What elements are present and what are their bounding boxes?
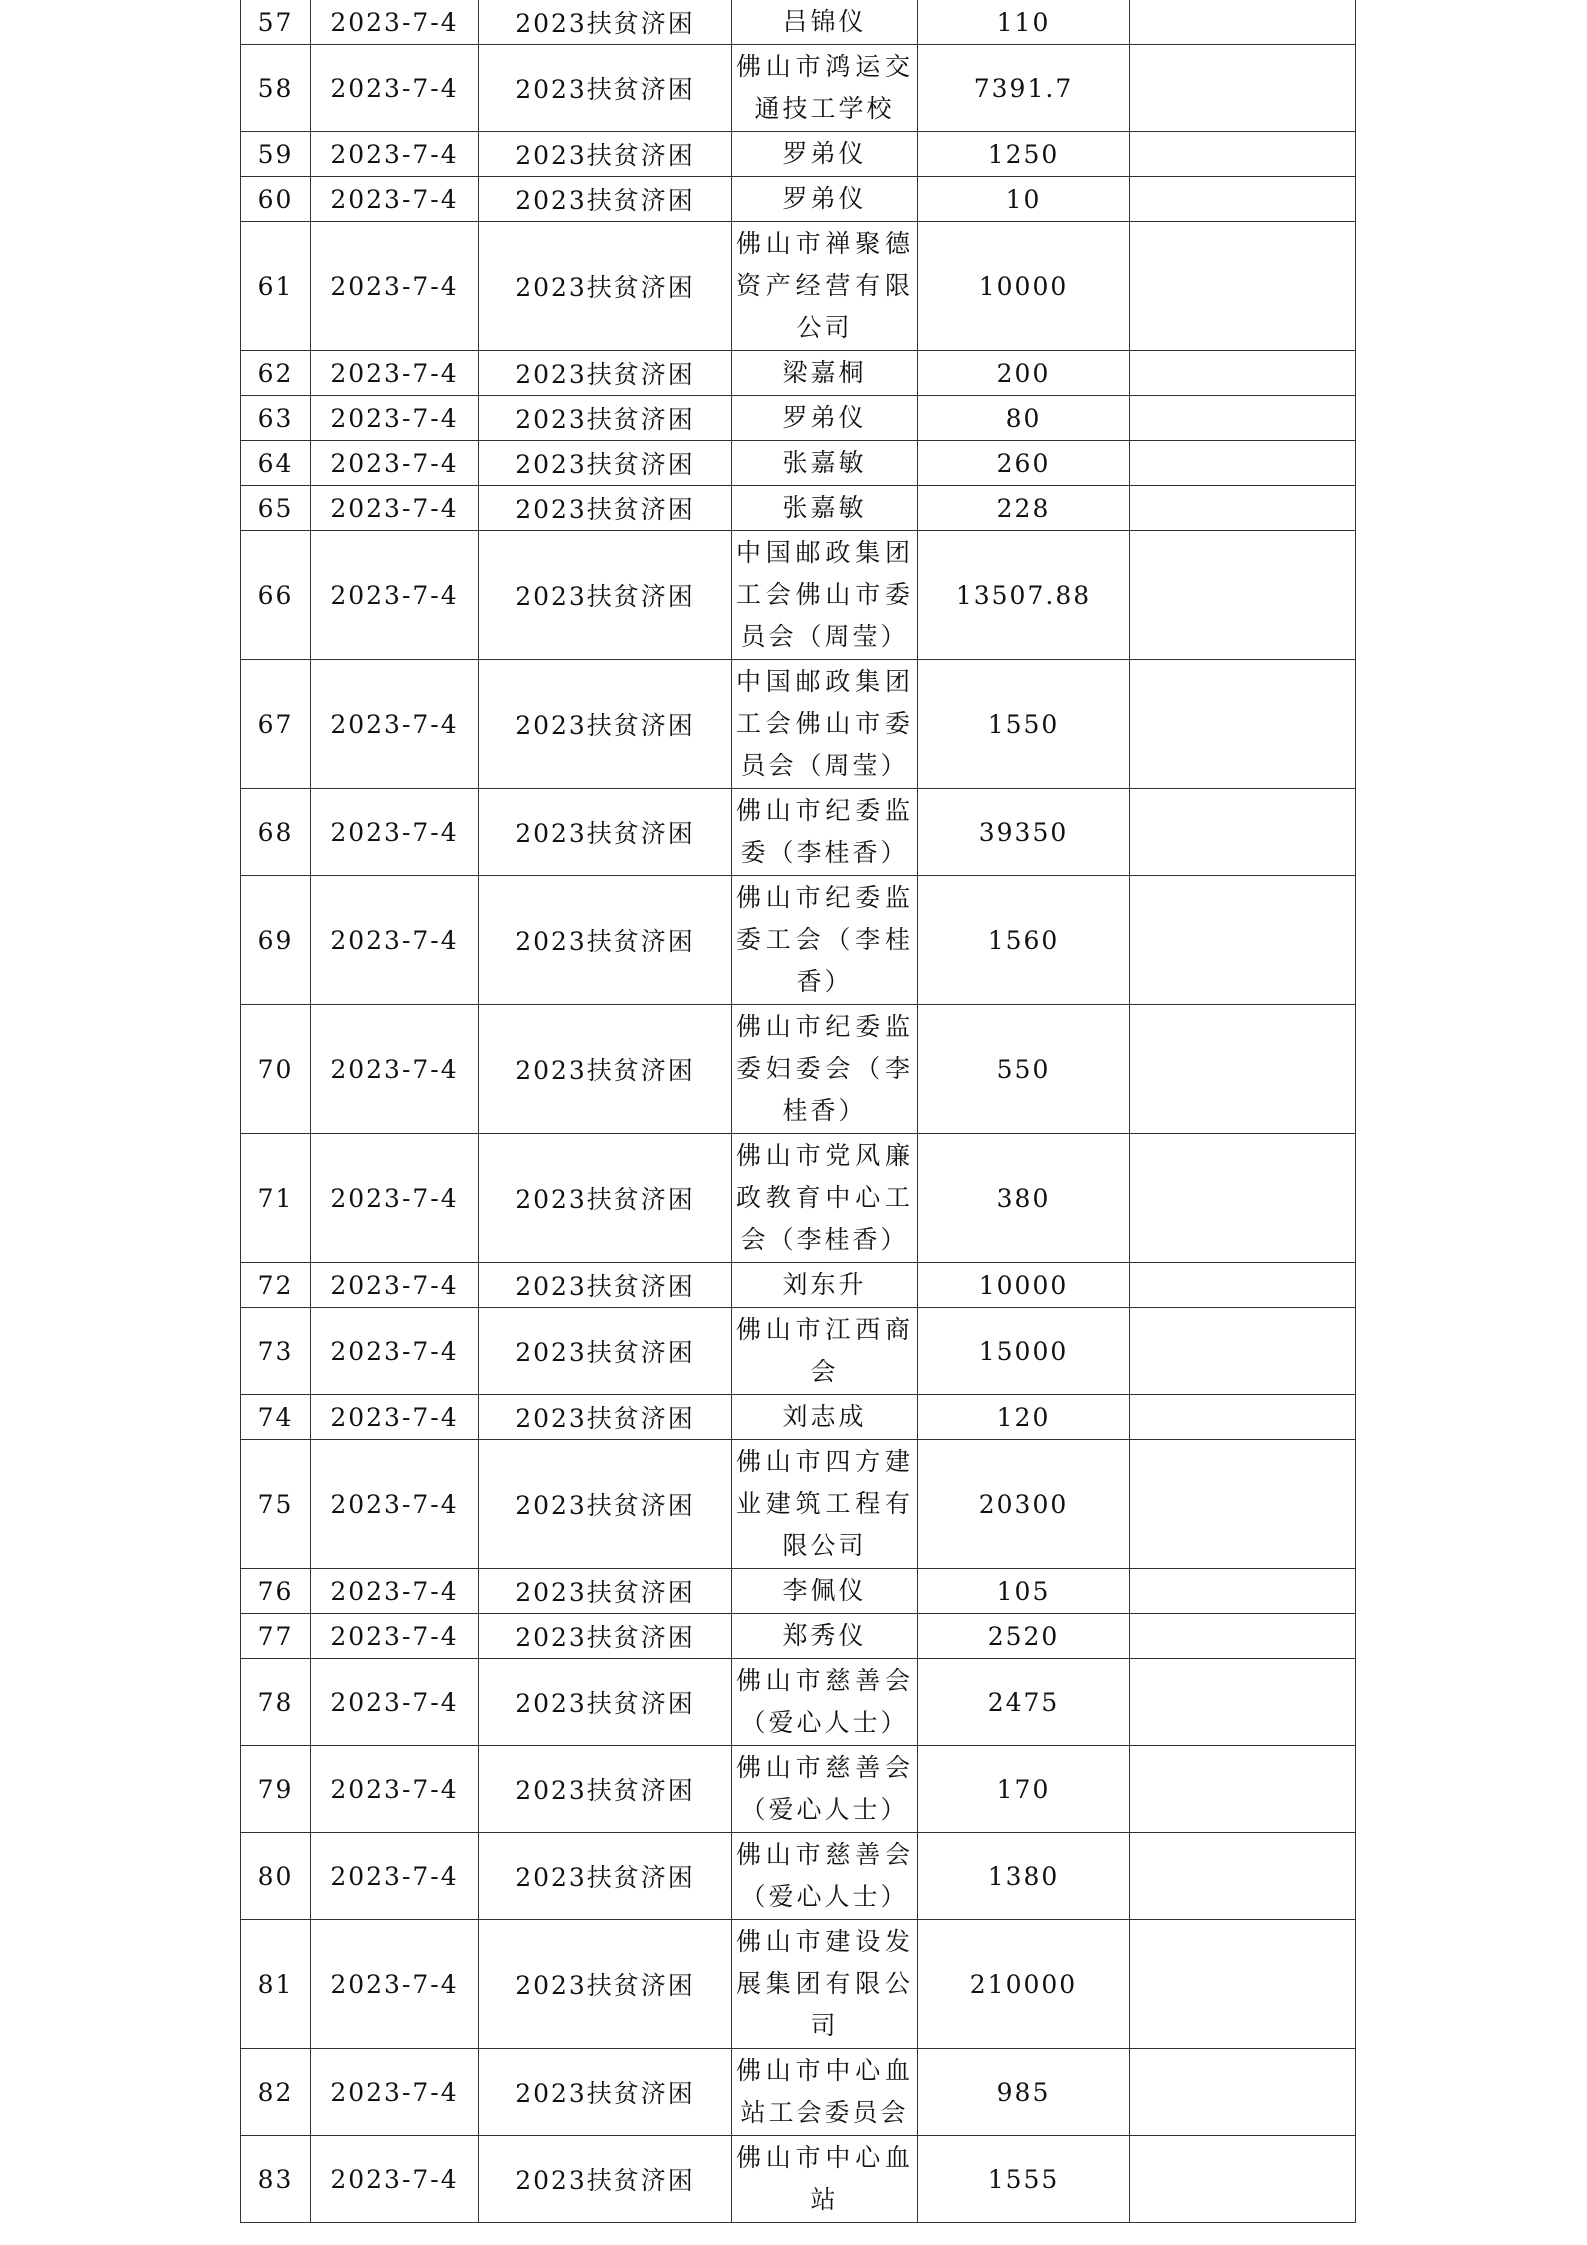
- date-cell: 2023-7-4: [311, 660, 479, 789]
- amount-cell: 550: [918, 1005, 1130, 1134]
- date-cell: 2023-7-4: [311, 789, 479, 876]
- amount-cell: 10: [918, 177, 1130, 222]
- table-row: [241, 660, 1356, 789]
- amount-cell: 1560: [918, 876, 1130, 1005]
- amount-cell: 985: [918, 2049, 1130, 2136]
- row-number-cell: 66: [241, 531, 311, 660]
- category-cell: 2023扶贫济困: [479, 132, 732, 177]
- amount-cell: 110: [918, 0, 1130, 45]
- donor-name-cell: 佛山市慈善会（爱心人士）: [732, 1659, 918, 1746]
- table-row: [241, 222, 1356, 351]
- date-cell: 2023-7-4: [311, 0, 479, 45]
- donor-name-cell: 郑秀仪: [732, 1614, 918, 1659]
- note-cell: [1130, 1005, 1356, 1134]
- donor-name-cell: 佛山市慈善会（爱心人士）: [732, 1833, 918, 1920]
- donor-name-cell: 佛山市中心血站: [732, 2136, 918, 2223]
- amount-cell: 39350: [918, 789, 1130, 876]
- amount-cell: 20300: [918, 1440, 1130, 1569]
- row-number-cell: 77: [241, 1614, 311, 1659]
- note-cell: [1130, 396, 1356, 441]
- category-cell: 2023扶贫济困: [479, 177, 732, 222]
- donor-name-cell: 佛山市四方建业建筑工程有限公司: [732, 1440, 918, 1569]
- note-cell: [1130, 1659, 1356, 1746]
- category-cell: 2023扶贫济困: [479, 441, 732, 486]
- donor-name-cell: 梁嘉桐: [732, 351, 918, 396]
- donor-name-cell: 张嘉敏: [732, 486, 918, 531]
- row-number-cell: 63: [241, 396, 311, 441]
- category-cell: 2023扶贫济困: [479, 789, 732, 876]
- note-cell: [1130, 789, 1356, 876]
- row-number-cell: 65: [241, 486, 311, 531]
- row-number-cell: 80: [241, 1833, 311, 1920]
- donor-name-cell: 罗弟仪: [732, 132, 918, 177]
- note-cell: [1130, 1134, 1356, 1263]
- table-row: [241, 876, 1356, 1005]
- donor-name-cell: 中国邮政集团工会佛山市委员会（周莹）: [732, 660, 918, 789]
- table-row: [241, 486, 1356, 531]
- table-row: [241, 1614, 1356, 1659]
- amount-cell: 2520: [918, 1614, 1130, 1659]
- date-cell: 2023-7-4: [311, 396, 479, 441]
- donor-name-cell: 佛山市中心血站工会委员会: [732, 2049, 918, 2136]
- row-number-cell: 78: [241, 1659, 311, 1746]
- row-number-cell: 70: [241, 1005, 311, 1134]
- donor-name-cell: 佛山市纪委监委（李桂香）: [732, 789, 918, 876]
- note-cell: [1130, 177, 1356, 222]
- date-cell: 2023-7-4: [311, 1308, 479, 1395]
- donor-name-cell: 刘东升: [732, 1263, 918, 1308]
- date-cell: 2023-7-4: [311, 1569, 479, 1614]
- category-cell: 2023扶贫济困: [479, 1134, 732, 1263]
- category-cell: 2023扶贫济困: [479, 1395, 732, 1440]
- amount-cell: 210000: [918, 1920, 1130, 2049]
- note-cell: [1130, 222, 1356, 351]
- date-cell: 2023-7-4: [311, 222, 479, 351]
- category-cell: 2023扶贫济困: [479, 531, 732, 660]
- table-row: [241, 1263, 1356, 1308]
- donor-name-cell: 佛山市鸿运交通技工学校: [732, 45, 918, 132]
- donor-name-cell: 佛山市纪委监委妇委会（李桂香）: [732, 1005, 918, 1134]
- table-row: [241, 45, 1356, 132]
- table-row: [241, 1440, 1356, 1569]
- note-cell: [1130, 531, 1356, 660]
- note-cell: [1130, 1614, 1356, 1659]
- table-row: [241, 1308, 1356, 1395]
- category-cell: 2023扶贫济困: [479, 876, 732, 1005]
- row-number-cell: 79: [241, 1746, 311, 1833]
- note-cell: [1130, 1746, 1356, 1833]
- category-cell: 2023扶贫济困: [479, 1569, 732, 1614]
- date-cell: 2023-7-4: [311, 2049, 479, 2136]
- donor-name-cell: 张嘉敏: [732, 441, 918, 486]
- category-cell: 2023扶贫济困: [479, 0, 732, 45]
- amount-cell: 1550: [918, 660, 1130, 789]
- category-cell: 2023扶贫济困: [479, 222, 732, 351]
- table-row: [241, 1005, 1356, 1134]
- date-cell: 2023-7-4: [311, 486, 479, 531]
- date-cell: 2023-7-4: [311, 1440, 479, 1569]
- note-cell: [1130, 660, 1356, 789]
- donor-name-cell: 吕锦仪: [732, 0, 918, 45]
- table-row: [241, 2136, 1356, 2223]
- amount-cell: 260: [918, 441, 1130, 486]
- row-number-cell: 64: [241, 441, 311, 486]
- table-row: [241, 0, 1356, 45]
- category-cell: 2023扶贫济困: [479, 1614, 732, 1659]
- note-cell: [1130, 1569, 1356, 1614]
- table-row: [241, 789, 1356, 876]
- table-row: [241, 2049, 1356, 2136]
- amount-cell: 2475: [918, 1659, 1130, 1746]
- row-number-cell: 74: [241, 1395, 311, 1440]
- amount-cell: 80: [918, 396, 1130, 441]
- note-cell: [1130, 2136, 1356, 2223]
- category-cell: 2023扶贫济困: [479, 1746, 732, 1833]
- row-number-cell: 62: [241, 351, 311, 396]
- note-cell: [1130, 351, 1356, 396]
- amount-cell: 1555: [918, 2136, 1130, 2223]
- note-cell: [1130, 486, 1356, 531]
- category-cell: 2023扶贫济困: [479, 1308, 732, 1395]
- category-cell: 2023扶贫济困: [479, 1659, 732, 1746]
- category-cell: 2023扶贫济困: [479, 1263, 732, 1308]
- date-cell: 2023-7-4: [311, 441, 479, 486]
- row-number-cell: 69: [241, 876, 311, 1005]
- date-cell: 2023-7-4: [311, 531, 479, 660]
- row-number-cell: 60: [241, 177, 311, 222]
- category-cell: 2023扶贫济困: [479, 1833, 732, 1920]
- category-cell: 2023扶贫济困: [479, 486, 732, 531]
- date-cell: 2023-7-4: [311, 2136, 479, 2223]
- category-cell: 2023扶贫济困: [479, 1005, 732, 1134]
- amount-cell: 170: [918, 1746, 1130, 1833]
- row-number-cell: 82: [241, 2049, 311, 2136]
- category-cell: 2023扶贫济困: [479, 45, 732, 132]
- amount-cell: 200: [918, 351, 1130, 396]
- row-number-cell: 81: [241, 1920, 311, 2049]
- category-cell: 2023扶贫济困: [479, 1920, 732, 2049]
- date-cell: 2023-7-4: [311, 177, 479, 222]
- date-cell: 2023-7-4: [311, 876, 479, 1005]
- category-cell: 2023扶贫济困: [479, 1440, 732, 1569]
- note-cell: [1130, 132, 1356, 177]
- row-number-cell: 76: [241, 1569, 311, 1614]
- row-number-cell: 61: [241, 222, 311, 351]
- category-cell: 2023扶贫济困: [479, 660, 732, 789]
- table-row: [241, 1746, 1356, 1833]
- table-row: [241, 177, 1356, 222]
- amount-cell: 7391.7: [918, 45, 1130, 132]
- note-cell: [1130, 1440, 1356, 1569]
- row-number-cell: 72: [241, 1263, 311, 1308]
- date-cell: 2023-7-4: [311, 1395, 479, 1440]
- note-cell: [1130, 0, 1356, 45]
- table-row: [241, 531, 1356, 660]
- table-row: [241, 1134, 1356, 1263]
- table-row: [241, 1569, 1356, 1614]
- donor-name-cell: 罗弟仪: [732, 177, 918, 222]
- donor-name-cell: 中国邮政集团工会佛山市委员会（周莹）: [732, 531, 918, 660]
- table-row: [241, 132, 1356, 177]
- amount-cell: 228: [918, 486, 1130, 531]
- date-cell: 2023-7-4: [311, 1833, 479, 1920]
- note-cell: [1130, 45, 1356, 132]
- donor-name-cell: 罗弟仪: [732, 396, 918, 441]
- amount-cell: 120: [918, 1395, 1130, 1440]
- amount-cell: 15000: [918, 1308, 1130, 1395]
- table-row: [241, 351, 1356, 396]
- table-row: [241, 396, 1356, 441]
- donor-name-cell: 佛山市禅聚德资产经营有限公司: [732, 222, 918, 351]
- row-number-cell: 68: [241, 789, 311, 876]
- donor-name-cell: 李佩仪: [732, 1569, 918, 1614]
- row-number-cell: 83: [241, 2136, 311, 2223]
- note-cell: [1130, 1263, 1356, 1308]
- table-row: [241, 1833, 1356, 1920]
- row-number-cell: 59: [241, 132, 311, 177]
- row-number-cell: 71: [241, 1134, 311, 1263]
- date-cell: 2023-7-4: [311, 1263, 479, 1308]
- table-row: [241, 441, 1356, 486]
- donation-table-body: [241, 0, 1356, 2223]
- donor-name-cell: 佛山市江西商会: [732, 1308, 918, 1395]
- amount-cell: 105: [918, 1569, 1130, 1614]
- row-number-cell: 75: [241, 1440, 311, 1569]
- row-number-cell: 73: [241, 1308, 311, 1395]
- date-cell: 2023-7-4: [311, 1614, 479, 1659]
- date-cell: 2023-7-4: [311, 351, 479, 396]
- amount-cell: 13507.88: [918, 531, 1130, 660]
- date-cell: 2023-7-4: [311, 1659, 479, 1746]
- donor-name-cell: 佛山市建设发展集团有限公司: [732, 1920, 918, 2049]
- category-cell: 2023扶贫济困: [479, 351, 732, 396]
- table-row: [241, 1920, 1356, 2049]
- note-cell: [1130, 1833, 1356, 1920]
- table-row: [241, 1659, 1356, 1746]
- amount-cell: 10000: [918, 1263, 1130, 1308]
- date-cell: 2023-7-4: [311, 45, 479, 132]
- note-cell: [1130, 1920, 1356, 2049]
- row-number-cell: 67: [241, 660, 311, 789]
- amount-cell: 1250: [918, 132, 1130, 177]
- donor-name-cell: 刘志成: [732, 1395, 918, 1440]
- table-row: [241, 1395, 1356, 1440]
- category-cell: 2023扶贫济困: [479, 2049, 732, 2136]
- amount-cell: 1380: [918, 1833, 1130, 1920]
- amount-cell: 380: [918, 1134, 1130, 1263]
- note-cell: [1130, 876, 1356, 1005]
- note-cell: [1130, 1308, 1356, 1395]
- note-cell: [1130, 2049, 1356, 2136]
- date-cell: 2023-7-4: [311, 1134, 479, 1263]
- category-cell: 2023扶贫济困: [479, 396, 732, 441]
- date-cell: 2023-7-4: [311, 1005, 479, 1134]
- donor-name-cell: 佛山市慈善会（爱心人士）: [732, 1746, 918, 1833]
- donor-name-cell: 佛山市纪委监委工会（李桂香）: [732, 876, 918, 1005]
- donation-table: [240, 0, 1356, 2223]
- category-cell: 2023扶贫济困: [479, 2136, 732, 2223]
- amount-cell: 10000: [918, 222, 1130, 351]
- row-number-cell: 58: [241, 45, 311, 132]
- donor-name-cell: 佛山市党风廉政教育中心工会（李桂香）: [732, 1134, 918, 1263]
- note-cell: [1130, 441, 1356, 486]
- note-cell: [1130, 1395, 1356, 1440]
- date-cell: 2023-7-4: [311, 1920, 479, 2049]
- date-cell: 2023-7-4: [311, 1746, 479, 1833]
- row-number-cell: 57: [241, 0, 311, 45]
- date-cell: 2023-7-4: [311, 132, 479, 177]
